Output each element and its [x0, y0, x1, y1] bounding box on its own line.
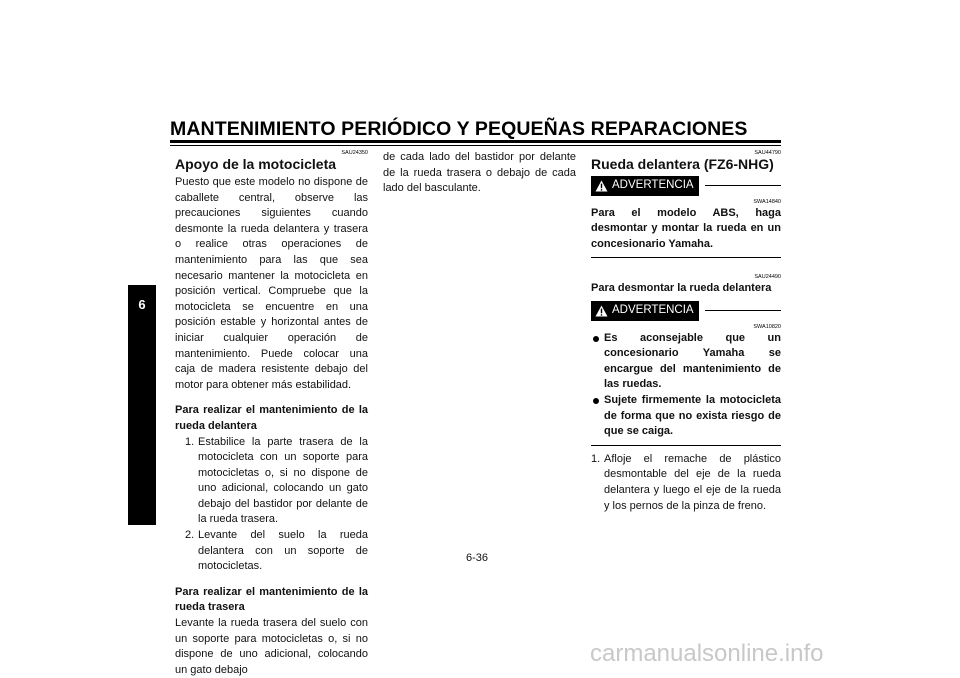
section-heading: Apoyo de la motocicleta: [175, 156, 337, 172]
list-item: 1. Estabilice la parte trasera de la motocicleta con un soporte para motocicletas o, si no dispone de uno adicional, colocando un gato debajo del bastidor por delante de la rueda trasera.: [185, 435, 368, 526]
section-heading: Rueda delantera (FZ6-NHG): [591, 156, 774, 172]
section-code: SAU24350: [341, 150, 368, 156]
warning-list: [591, 331, 781, 440]
warning-code: SWA14840: [753, 198, 781, 205]
warning-end-rule: [591, 257, 781, 258]
warning-triangle-icon: [595, 305, 608, 317]
warning-header: [591, 301, 781, 321]
remove-front-wheel-subheading: Para desmontar la rueda delantera: [591, 282, 772, 295]
column-1: [175, 150, 368, 678]
warning-end-rule: [591, 445, 781, 446]
front-wheel-steps: [175, 435, 368, 575]
warning-header: [591, 176, 781, 196]
warning-badge: ADVERTENCIA: [591, 176, 699, 196]
column-3: [591, 150, 781, 514]
warning-triangle-icon: [595, 180, 608, 192]
header-rule: [170, 140, 781, 143]
front-wheel-subheading: Para realizar el mantenimiento de la rueda delantera: [175, 404, 368, 432]
continuation-paragraph: de cada lado del bastidor por delante de la rueda trasera o debajo de cada lado del basculante.: [383, 151, 576, 195]
warning-badge: ADVERTENCIA: [591, 301, 699, 321]
list-item: Sujete firmemente la motocicleta de forma que no exista riesgo de que se caiga.: [591, 393, 781, 440]
remove-front-wheel-steps: [591, 452, 781, 514]
rear-wheel-paragraph: Levante la rueda trasera del suelo con un soporte para motocicletas o, si no dispone de uno adicional, colocando un gato debajo: [175, 617, 368, 676]
page-number: 6-36: [466, 552, 489, 564]
header-rule-thin: [170, 145, 781, 146]
chapter-tab: [128, 285, 156, 525]
rear-wheel-subheading: Para realizar el mantenimiento de la rueda trasera: [175, 585, 368, 614]
intro-paragraph: Puesto que este modelo no dispone de caballete central, observe las precauciones siguientes cuando desmonte la rueda delantera y trasera o realice otras operaciones de mantenimiento para las que sea necesario mantener la motocicleta en posición vertical. Compruebe que la motocicleta se encuentre en una posición estable y horizontal antes de iniciar cualquier operación de mantenimiento. Puede colocar una caja de madera resistente debajo del motor para obtener más estabilidad.: [175, 176, 368, 391]
chapter-tab-label: 6: [138, 297, 146, 312]
column-2: [383, 150, 576, 197]
warning-code: SWA10820: [753, 323, 781, 330]
list-item: Es aconsejable que un concesionario Yamaha se encargue del mantenimiento de las ruedas.: [591, 331, 781, 393]
page-header-title: MANTENIMIENTO PERIÓDICO Y PEQUEÑAS REPARACIONES: [170, 118, 748, 140]
watermark-text: carmanualsonline.info: [590, 640, 824, 667]
section-code: SAU44790: [754, 150, 781, 156]
list-item: 1. Afloje el remache de plástico desmontable del eje de la rueda delantera y luego el eje de la rueda y los pernos de la pinza de freno.: [591, 452, 781, 512]
subsection-code: SAU24490: [754, 274, 781, 281]
list-item: 2. Levante del suelo la rueda delantera con un soporte de motocicletas.: [185, 529, 368, 573]
warning-text: Para el modelo ABS, haga desmontar y montar la rueda en un concesionario Yamaha.: [591, 206, 781, 250]
